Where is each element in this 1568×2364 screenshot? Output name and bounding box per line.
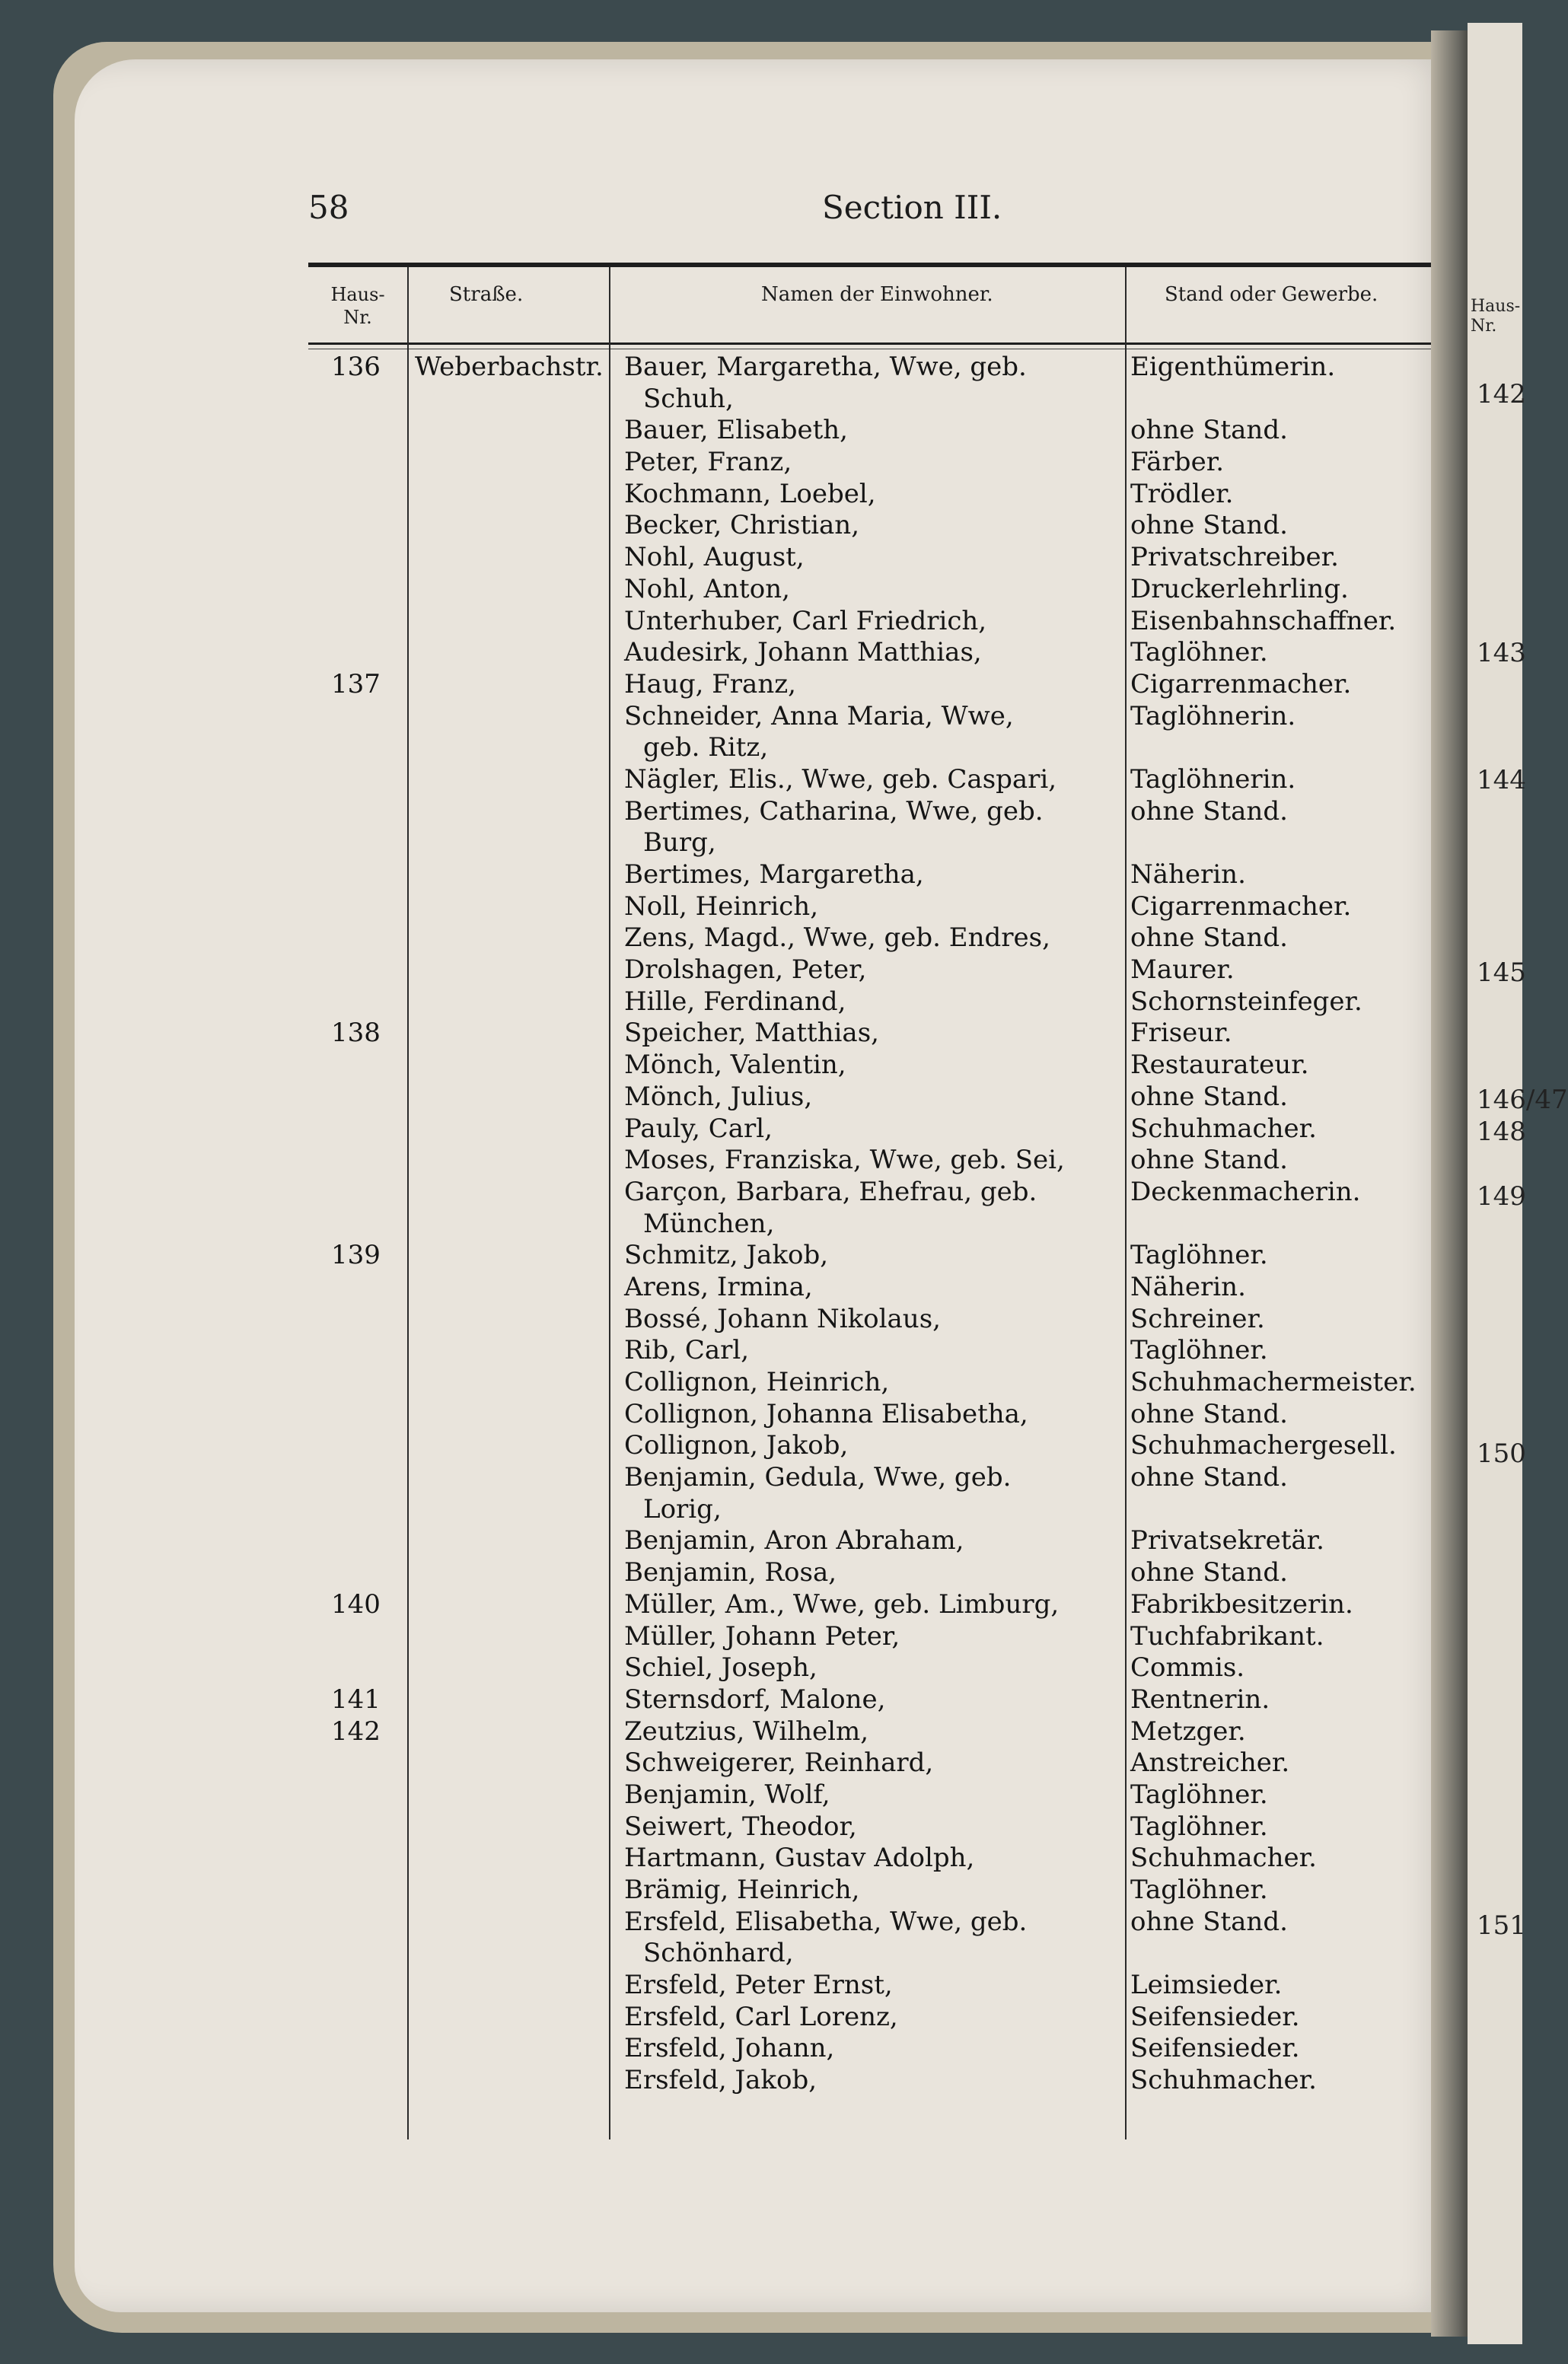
table-row (308, 1779, 1450, 1811)
occupation: Eigenthümerin. (1130, 352, 1336, 382)
table-row (308, 1621, 1450, 1653)
occupation: Druckerlehrling. (1130, 573, 1349, 604)
occupation: Schuhmacher. (1130, 1113, 1317, 1144)
occupation: Taglöhnerin. (1130, 763, 1296, 795)
occupation: Schuhmachermeister. (1130, 1367, 1417, 1397)
resident-name: Ersfeld, Elisabetha, Wwe, geb. (624, 1906, 1028, 1937)
table-row (308, 796, 1450, 828)
occupation: Tuchfabrikant. (1130, 1620, 1324, 1652)
table-row (308, 2002, 1450, 2034)
resident-name: Schmitz, Jakob, (624, 1240, 829, 1271)
table-row (308, 542, 1450, 574)
resident-name: Ersfeld, Carl Lorenz, (624, 2001, 898, 2032)
resident-name: Benjamin, Gedula, Wwe, geb. (624, 1462, 1012, 1493)
occupation: Metzger. (1130, 1716, 1246, 1747)
table-row (308, 891, 1450, 923)
right-page-number: 149 (1477, 1181, 1526, 1212)
resident-name: Speicher, Matthias, (624, 1018, 879, 1049)
right-page-number: 142 (1477, 379, 1526, 409)
resident-name: Arens, Irmina, (624, 1271, 813, 1302)
resident-name: Audesirk, Johann Matthias, (624, 637, 982, 668)
table-row (308, 1970, 1450, 2002)
occupation: Taglöhnerin. (1130, 700, 1296, 731)
resident-name: Bossé, Johann Nikolaus, (624, 1303, 941, 1334)
occupation: Maurer. (1130, 954, 1235, 986)
occupation: Privatsekretär. (1130, 1525, 1324, 1556)
resident-name: Ersfeld, Peter Ernst, (624, 1970, 893, 2001)
table-row (308, 2033, 1450, 2065)
table-row (308, 1114, 1450, 1145)
occupation: Friseur. (1130, 1018, 1232, 1049)
occupation: Fabrikbesitzerin. (1130, 1588, 1353, 1620)
right-page-number: 143 (1477, 638, 1526, 668)
table-row (308, 1907, 1450, 1939)
occupation: Leimsieder. (1130, 1970, 1283, 2001)
resident-name: Brämig, Heinrich, (624, 1875, 860, 1905)
house-number-column-header: Haus- Nr. (330, 284, 385, 328)
occupation: ohne Stand. (1130, 1081, 1288, 1112)
resident-name: Haug, Franz, (624, 668, 796, 699)
table-row (308, 1811, 1450, 1843)
table-row (308, 1938, 1450, 1970)
occupation: ohne Stand. (1130, 1398, 1288, 1429)
table-row (308, 1525, 1450, 1557)
table-row (308, 1494, 1450, 1526)
occupation: Schreiner. (1130, 1303, 1265, 1334)
table-row (308, 1018, 1450, 1050)
table-row (308, 510, 1450, 542)
resident-name: Collignon, Johanna Elisabetha, (624, 1398, 1028, 1429)
names-column-header: Namen der Einwohner. (761, 283, 993, 306)
occupation: Taglöhner. (1130, 637, 1268, 668)
occupation: Trödler. (1130, 478, 1234, 509)
table-row (308, 606, 1450, 638)
occupation: Taglöhner. (1130, 1811, 1268, 1842)
table-row (308, 1684, 1450, 1716)
resident-name: Nohl, August, (624, 542, 805, 573)
table-row (308, 1652, 1450, 1684)
resident-name: Seiwert, Theodor, (624, 1811, 857, 1842)
resident-name: Moses, Franziska, Wwe, geb. Sei, (624, 1145, 1065, 1176)
table-row (308, 1145, 1450, 1177)
table-row (308, 827, 1450, 859)
table-row (308, 1050, 1450, 1082)
resident-name: Zens, Magd., Wwe, geb. Endres, (624, 922, 1050, 954)
right-page-number: 151 (1477, 1910, 1526, 1941)
table-row (308, 1367, 1450, 1399)
occupation: Eisenbahnschaffner. (1130, 605, 1397, 636)
table-row (308, 352, 1450, 384)
occupation: ohne Stand. (1130, 1906, 1288, 1937)
table-row (308, 1399, 1450, 1431)
table-row (308, 2065, 1450, 2097)
table-row (308, 447, 1450, 479)
occupation: ohne Stand. (1130, 1145, 1288, 1176)
occupation: Taglöhner. (1130, 1779, 1268, 1810)
resident-name: Sternsdorf, Malone, (624, 1684, 886, 1715)
resident-name: Mönch, Julius, (624, 1081, 813, 1112)
table-row (308, 986, 1450, 1018)
table-row (308, 764, 1450, 796)
resident-name: Zeutzius, Wilhelm, (624, 1716, 869, 1747)
occupation: ohne Stand. (1130, 795, 1288, 827)
resident-name: Bauer, Margaretha, Wwe, geb. (624, 352, 1027, 382)
table-row (308, 1748, 1450, 1779)
house-number: 138 (331, 1018, 381, 1049)
occupation: Schuhmachergesell. (1130, 1430, 1397, 1461)
resident-name: Unterhuber, Carl Friedrich, (624, 605, 987, 636)
resident-name: Rib, Carl, (624, 1335, 750, 1366)
table-row (308, 1209, 1450, 1241)
resident-name: Benjamin, Aron Abraham, (624, 1525, 964, 1556)
occupation: Deckenmacherin. (1130, 1176, 1361, 1207)
occupation: Commis. (1130, 1652, 1245, 1684)
occupation: ohne Stand. (1130, 922, 1288, 954)
occupation: Näherin. (1130, 1271, 1246, 1302)
occupation: Seifensieder. (1130, 2001, 1300, 2032)
resident-name: geb. Ritz, (643, 732, 769, 763)
resident-name: Hille, Ferdinand, (624, 986, 846, 1017)
resident-name: Ersfeld, Johann, (624, 2033, 835, 2064)
resident-name: Schweigerer, Reinhard, (624, 1748, 934, 1779)
resident-name: Kochmann, Loebel, (624, 478, 876, 509)
occupation: Privatschreiber. (1130, 542, 1339, 573)
occupation: Taglöhner. (1130, 1335, 1268, 1366)
house-number: 139 (331, 1240, 381, 1271)
table-row (308, 701, 1450, 733)
table-row (308, 1082, 1450, 1114)
table-row (308, 1272, 1450, 1304)
occupation: ohne Stand. (1130, 1462, 1288, 1493)
occupation: Cigarrenmacher. (1130, 890, 1352, 922)
residents-table (308, 352, 1450, 2097)
occupation: Cigarrenmacher. (1130, 668, 1352, 699)
table-row (308, 1304, 1450, 1336)
table-row (308, 669, 1450, 701)
house-number: 142 (331, 1716, 381, 1747)
right-page-number: 145 (1477, 957, 1526, 988)
occupation: Schuhmacher. (1130, 2065, 1317, 2096)
top-rule (308, 263, 1431, 267)
resident-name: Mönch, Valentin, (624, 1050, 846, 1081)
house-number: 136 (331, 352, 381, 382)
table-row (308, 954, 1450, 986)
right-page-number: 150 (1477, 1438, 1526, 1469)
resident-name: Ersfeld, Jakob, (624, 2065, 817, 2096)
table-row (308, 1462, 1450, 1494)
table-row (308, 1589, 1450, 1621)
resident-name: Peter, Franz, (624, 447, 792, 478)
resident-name: Schiel, Joseph, (624, 1652, 817, 1684)
table-row (308, 1430, 1450, 1462)
occupation: Näherin. (1130, 859, 1246, 890)
occupation: ohne Stand. (1130, 415, 1288, 446)
resident-name: Nägler, Elis., Wwe, geb. Caspari, (624, 763, 1057, 795)
table-row (308, 1177, 1450, 1209)
table-row (308, 859, 1450, 891)
resident-name: Bertimes, Catharina, Wwe, geb. (624, 795, 1044, 827)
resident-name: Becker, Christian, (624, 510, 860, 541)
resident-name: Schuh, (643, 383, 734, 414)
table-row (308, 1557, 1450, 1589)
resident-name: Benjamin, Wolf, (624, 1779, 830, 1810)
table-row (308, 384, 1450, 416)
occupation: Restaurateur. (1130, 1050, 1309, 1081)
table-row (308, 1875, 1450, 1907)
table-row (308, 637, 1450, 669)
occupation: Schornsteinfeger. (1130, 986, 1362, 1017)
right-page-number: 144 (1477, 765, 1526, 795)
resident-name: Collignon, Jakob, (624, 1430, 849, 1461)
table-row (308, 415, 1450, 447)
right-page-number: 146/47 (1477, 1085, 1568, 1115)
occupation: ohne Stand. (1130, 510, 1288, 541)
resident-name: Müller, Johann Peter, (624, 1620, 900, 1652)
resident-name: Müller, Am., Wwe, geb. Limburg, (624, 1588, 1060, 1620)
occupation: Taglöhner. (1130, 1875, 1268, 1905)
resident-name: Pauly, Carl, (624, 1113, 773, 1144)
right-page-fragment (1468, 23, 1568, 2344)
right-page-header: Haus- Nr. (1471, 297, 1521, 336)
street-column-header: Straße. (449, 283, 524, 306)
house-number: 141 (331, 1684, 381, 1715)
page-number: 58 (308, 189, 349, 226)
table-row (308, 1335, 1450, 1367)
resident-name: Garçon, Barbara, Ehefrau, geb. (624, 1176, 1037, 1207)
resident-name: Noll, Heinrich, (624, 890, 818, 922)
street-name: Weberbachstr. (415, 352, 604, 382)
right-page-number: 148 (1477, 1117, 1526, 1147)
resident-name: Collignon, Heinrich, (624, 1367, 890, 1397)
table-row (308, 574, 1450, 606)
table-row (308, 1240, 1450, 1272)
section-title: Section III. (822, 189, 1002, 226)
header-rule (308, 342, 1431, 345)
occupation: Rentnerin. (1130, 1684, 1270, 1715)
resident-name: Bauer, Elisabeth, (624, 415, 848, 446)
occupation: Färber. (1130, 447, 1225, 478)
resident-name: Benjamin, Rosa, (624, 1557, 837, 1588)
resident-name: Hartmann, Gustav Adolph, (624, 1843, 975, 1874)
table-row (308, 922, 1450, 954)
occupation: Anstreicher. (1130, 1748, 1290, 1779)
table-row (308, 732, 1450, 764)
resident-name: Burg, (643, 827, 716, 859)
resident-name: Drolshagen, Peter, (624, 954, 867, 986)
resident-name: Nohl, Anton, (624, 573, 790, 604)
occupation: Seifensieder. (1130, 2033, 1300, 2064)
occupation: Taglöhner. (1130, 1240, 1268, 1271)
occupation: Schuhmacher. (1130, 1843, 1317, 1874)
house-number: 140 (331, 1588, 381, 1620)
resident-name: Schneider, Anna Maria, Wwe, (624, 700, 1014, 731)
resident-name: Bertimes, Margaretha, (624, 859, 924, 890)
table-row (308, 479, 1450, 511)
resident-name: Schönhard, (643, 1938, 794, 1969)
resident-name: Lorig, (643, 1493, 722, 1524)
occupation: ohne Stand. (1130, 1557, 1288, 1588)
house-number: 137 (331, 668, 381, 699)
status-column-header: Stand oder Gewerbe. (1165, 283, 1378, 306)
resident-name: München, (643, 1208, 775, 1239)
table-row (308, 1716, 1450, 1748)
table-row (308, 1843, 1450, 1875)
